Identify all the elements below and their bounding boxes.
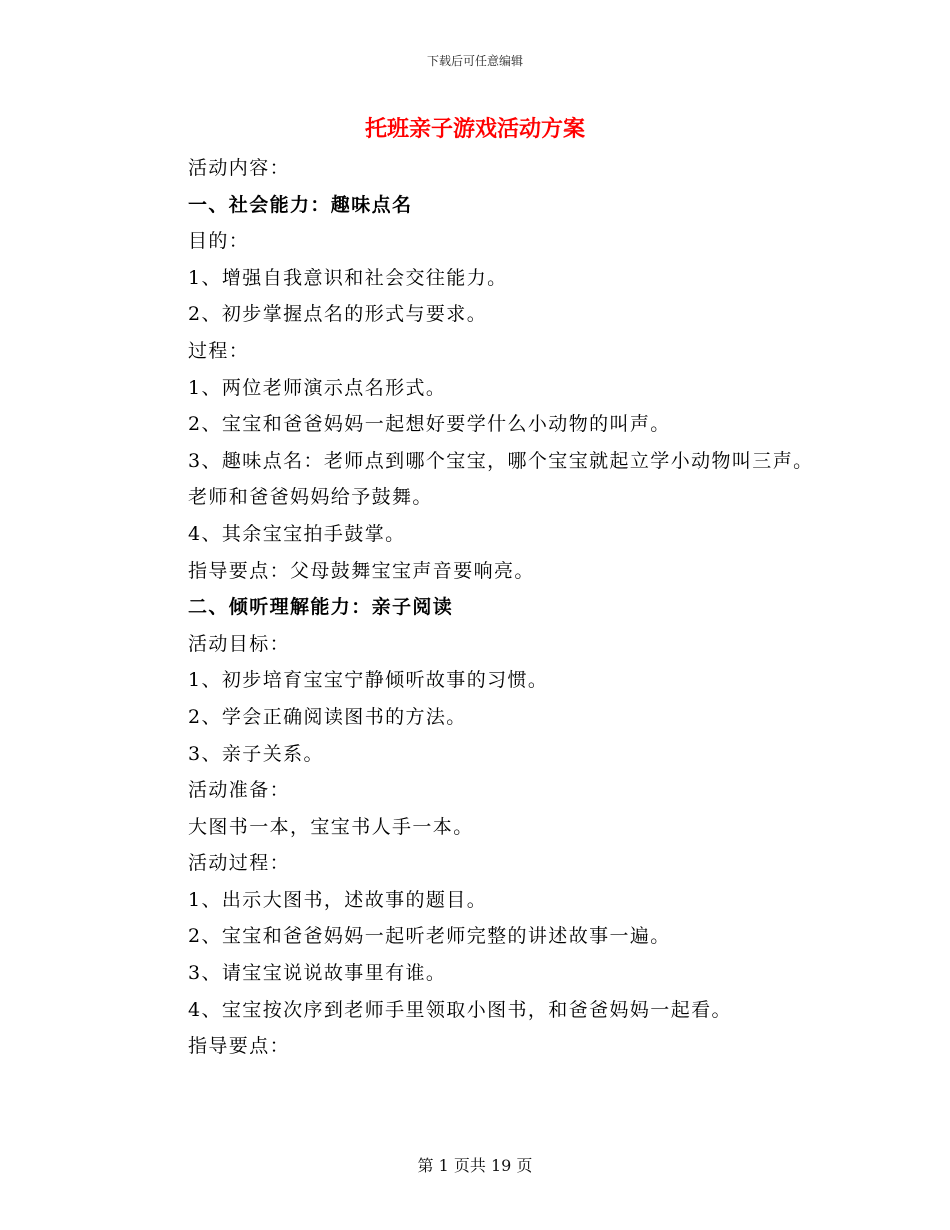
document-title: 托班亲子游戏活动方案 [364,116,585,142]
paragraph-preparation-label: 活动准备： [188,779,291,802]
paragraph-guidance: 指导要点：父母鼓舞宝宝声音要响亮。 [188,559,535,582]
list-item: 4、宝宝按次序到老师手里领取小图书，和爸爸妈妈一起看。 [188,998,732,1021]
paragraph-process-label: 过程： [188,339,250,362]
list-item: 2、初步掌握点名的形式与要求。 [188,303,488,326]
list-item: 1、初步培育宝宝宁静倾听故事的习惯。 [188,669,549,692]
list-item: 3、请宝宝说说故事里有谁。 [188,962,447,985]
list-item: 1、两位老师演示点名形式。 [188,376,447,399]
list-item: 2、学会正确阅读图书的方法。 [188,705,467,728]
paragraph-activity-content: 活动内容： [188,157,291,179]
list-item: 1、增强自我意识和社会交往能力。 [188,266,508,289]
section-heading-social-ability: 一、社会能力：趣味点名 [188,193,413,216]
page-number: 第 1 页共 19 页 [417,1156,533,1175]
paragraph-guidance-label: 指导要点： [188,1035,291,1058]
list-item: 2、宝宝和爸爸妈妈一起想好要学什么小动物的叫声。 [188,413,671,436]
page-header-note: 下载后可任意编辑 [426,54,523,68]
list-item: 3、趣味点名：老师点到哪个宝宝，哪个宝宝就起立学小动物叫三声。 [188,449,814,472]
section-heading-listening-ability: 二、倾听理解能力：亲子阅读 [188,596,454,619]
paragraph: 大图书一本，宝宝书人手一本。 [188,815,474,838]
list-item: 1、出示大图书，述故事的题目。 [188,888,488,911]
document-body [141,150,821,1065]
paragraph-activity-process-label: 活动过程： [188,852,291,875]
paragraph-goals-label: 活动目标： [188,632,291,655]
list-item: 2、宝宝和爸爸妈妈一起听老师完整的讲述故事一遍。 [188,925,671,948]
paragraph-purpose-label: 目的： [188,230,250,253]
list-item: 3、亲子关系。 [188,742,324,765]
paragraph: 老师和爸爸妈妈给予鼓舞。 [188,486,433,509]
list-item: 4、其余宝宝拍手鼓掌。 [188,522,406,545]
